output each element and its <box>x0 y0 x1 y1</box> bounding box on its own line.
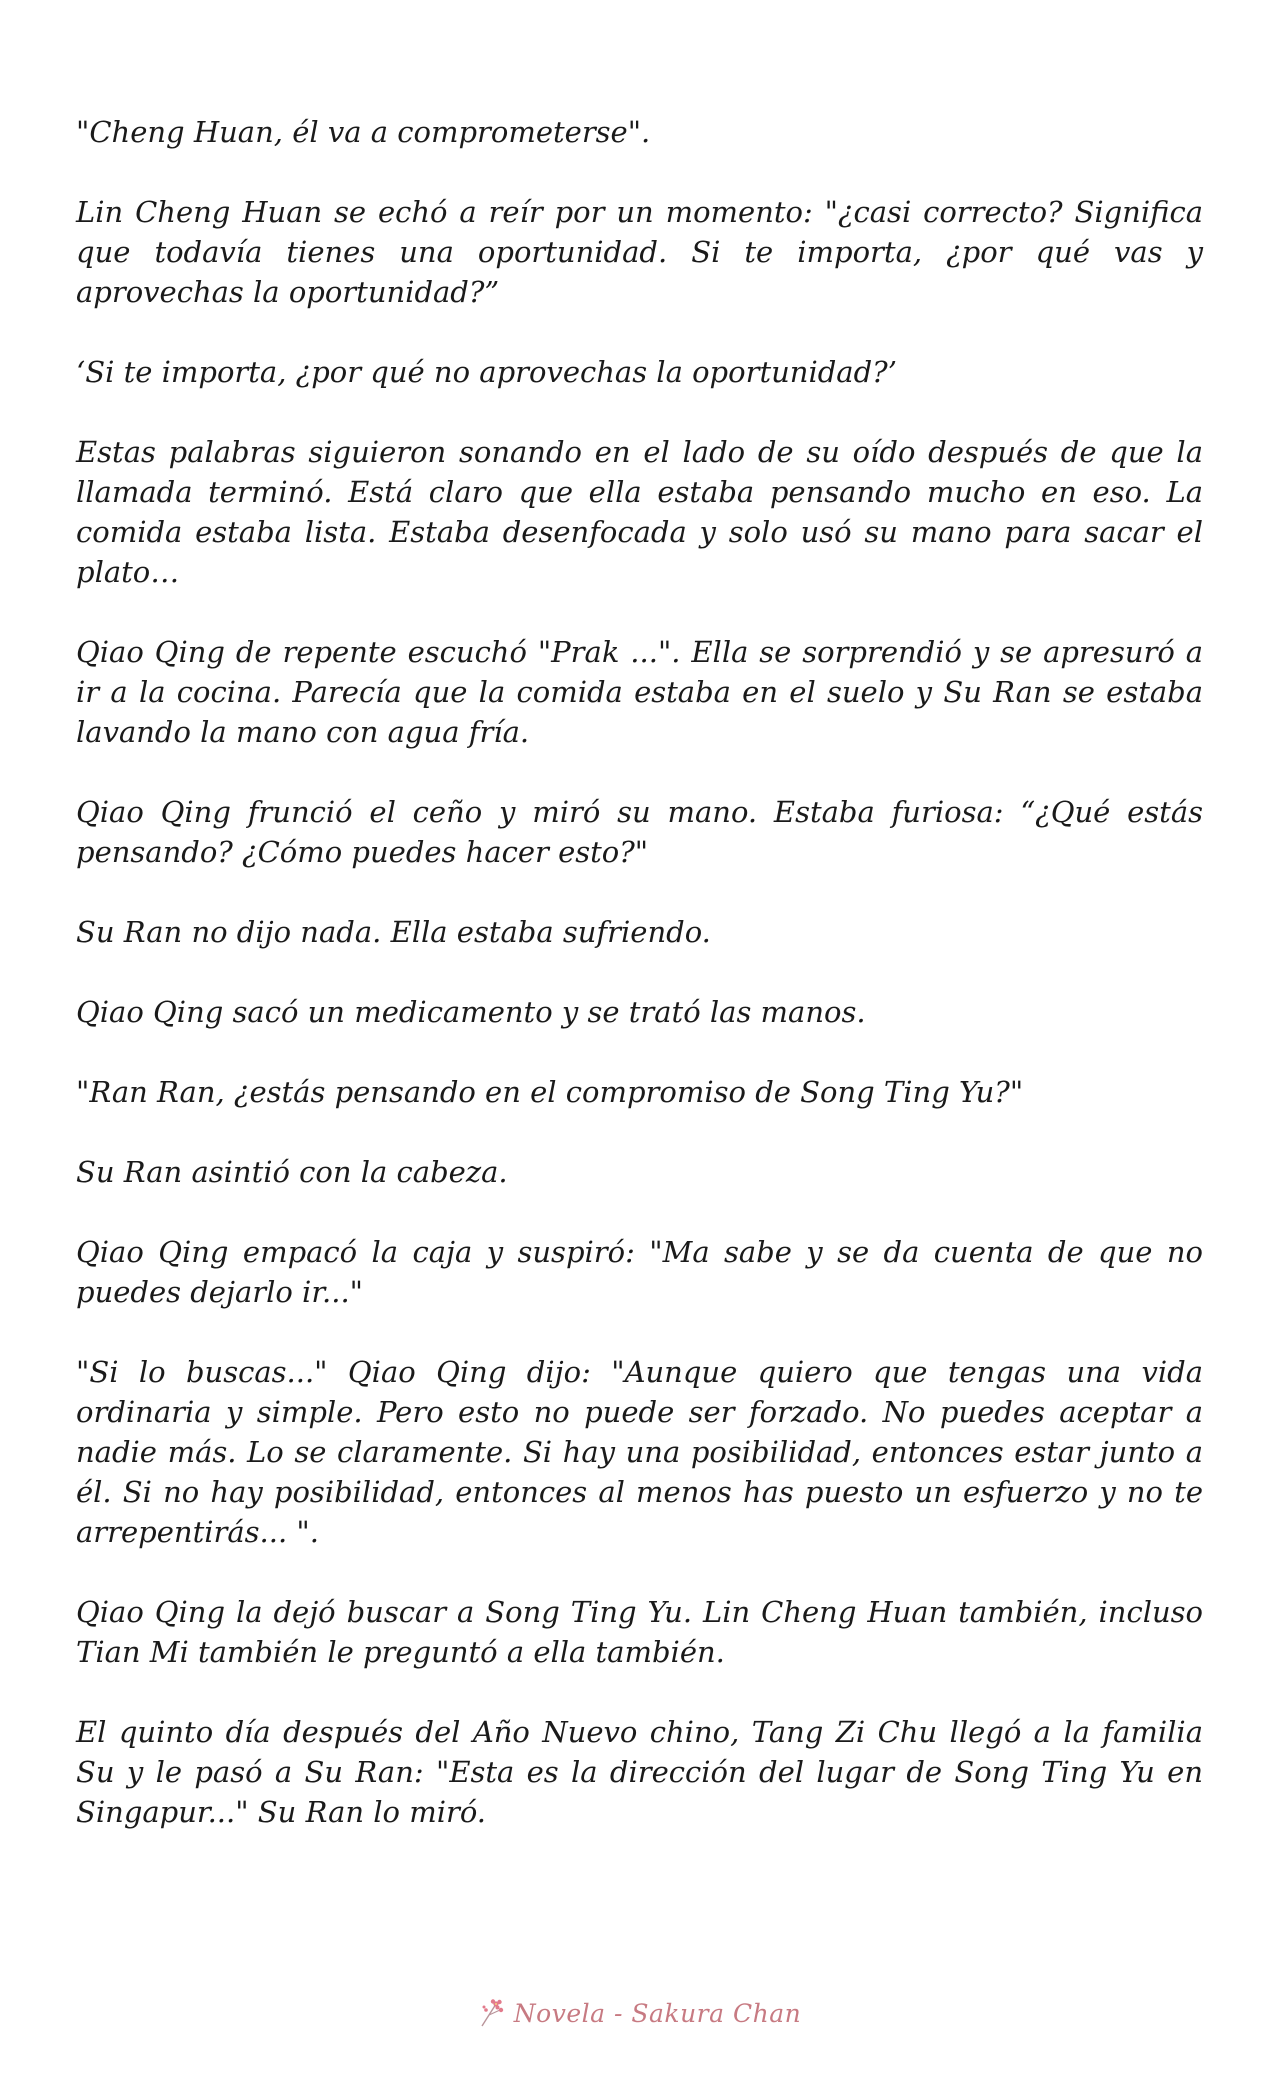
paragraph-3: ‘Si te importa, ¿por qué no aprovechas la oportunidad?’ <box>76 355 897 389</box>
paragraph-14: El quinto día después del Año Nuevo chino, Tang Zi Chu llegó a la familia Su y le pasó a Su Ran: "Esta es la dirección del lugar de Song Ting Yu en Singapur..." Su Ran lo miró. <box>76 1715 1203 1829</box>
footer-watermark <box>0 1988 1275 2038</box>
paragraph-8: Qiao Qing sacó un medicamento y se trató las manos. <box>76 995 866 1029</box>
novel-text <box>76 112 1203 1872</box>
paragraph-4: Estas palabras siguieron sonando en el lado de su oído después de que la llamada terminó. Está claro que ella estaba pensando mucho en eso. La comida estaba lista. Estaba desenfocada y solo usó su mano para sacar el plato… <box>76 435 1203 589</box>
paragraph-6: Qiao Qing frunció el ceño y miró su mano. Estaba furiosa: “¿Qué estás pensando? ¿Cómo puedes hacer esto?" <box>76 795 1203 869</box>
paragraph-1: "Cheng Huan, él va a comprometerse". <box>76 115 651 149</box>
paragraph-11: Qiao Qing empacó la caja y suspiró: "Ma sabe y se da cuenta de que no puedes dejarlo ir..." <box>76 1235 1203 1309</box>
paragraph-5: Qiao Qing de repente escuchó "Prak ...". Ella se sorprendió y se apresuró a ir a la cocina. Parecía que la comida estaba en el suelo y Su Ran se estaba lavando la mano con agua fría. <box>76 635 1203 749</box>
footer-brand <box>474 1996 801 2030</box>
paragraph-10: Su Ran asintió con la cabeza. <box>76 1155 508 1189</box>
paragraph-12: "Si lo buscas..." Qiao Qing dijo: "Aunque quiero que tengas una vida ordinaria y simple. Pero esto no puede ser forzado. No puedes aceptar a nadie más. Lo se claramente. Si hay una posibilidad, entonces estar junto a él. Si no hay posibilidad, entonces al menos has puesto un esfuerzo y no te arrepentirás... ". <box>76 1355 1203 1549</box>
footer-brand-text: Novela - Sakura Chan <box>513 1998 802 2028</box>
paragraph-2: Lin Cheng Huan se echó a reír por un momento: "¿casi correcto? Significa que todavía tienes una oportunidad. Si te importa, ¿por qué vas y aprovechas la oportunidad?” <box>76 195 1203 309</box>
paragraph-9: "Ran Ran, ¿estás pensando en el compromiso de Song Ting Yu?" <box>76 1075 1024 1109</box>
paragraph-13: Qiao Qing la dejó buscar a Song Ting Yu. Lin Cheng Huan también, incluso Tian Mi también le preguntó a ella también. <box>76 1595 1203 1669</box>
sakura-flower-icon <box>474 1996 508 2030</box>
paragraph-7: Su Ran no dijo nada. Ella estaba sufriendo. <box>76 915 711 949</box>
